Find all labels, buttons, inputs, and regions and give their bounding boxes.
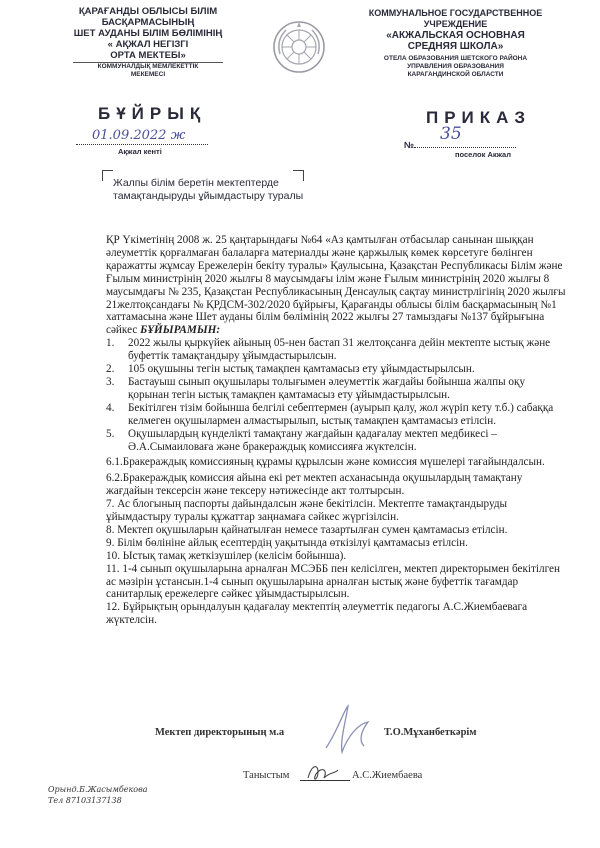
director-label: Мектеп директорының м.а [155, 727, 285, 738]
paragraph: 11. 1-4 сынып оқушыларына арналған МСЭББ пен келісілген, мектеп директорымен бекітілген ас мәзірін ұстансын.1-4 сынып оқушыларына арналған ыстық және буфеттік тағамдар санитарлық ережелерге сәйкес ұйымдастырылсын. [106, 562, 560, 601]
footer [48, 784, 148, 806]
executor: Орынд.Б.Жасымбекова [48, 785, 148, 794]
director-name: Т.О.Мұханбеткәрім [384, 727, 477, 738]
order-number-label: № [404, 140, 415, 150]
subject-corner-left [102, 170, 113, 181]
numbered-list [106, 337, 566, 453]
list-item: 3. Бастауыш сынып оқушылары толығымен әлеуметтік жағдайы бойынша жалпы оқу қорынан тегін ыстық тамақпен қамтамасыз ету ұйымдастырылсын. [106, 375, 526, 401]
acquainted-name: А.С.Жиембаева [352, 770, 423, 781]
order-body [106, 234, 566, 627]
org-line: « АҚЖАЛ НЕГІЗГІ [107, 39, 189, 50]
org-line: ҚАРАҒАНДЫ ОБЛЫСЫ БІЛІМ [78, 6, 218, 17]
director-signature [318, 700, 378, 760]
number-line [414, 147, 516, 148]
place-ru: поселок Акжал [455, 150, 511, 159]
paragraph: 8. Мектеп оқушыларын қайнатылған немесе тазартылған сумен қамтамасыз етілсін. [106, 523, 508, 536]
org-small-line: УПРАВЛЕНИЯ ОБРАЗОВАНИЯ [407, 63, 504, 70]
org-small-line: ОТЕЛА ОБРАЗОВАНИЯ ШЕТСКОГО РАЙОНА [383, 55, 528, 62]
order-subject: Жалпы білім беретін мектептерде тамақтандыруды ұйымдастыру туралы [113, 177, 304, 202]
date-line [76, 144, 208, 145]
header-left-org [48, 6, 248, 79]
list-item: 5. Оқушылардың күнделікті тамақтану жағдайын қадағалау мектеп медбикесі – Ә.А.Сымаиловаға және бракераждық комиссияға жүктелсін. [106, 427, 497, 453]
org-line: «АКЖАЛЬСКАЯ ОСНОВНАЯ [386, 30, 525, 41]
list-item: 1. 2022 жылы қыркүйек айының 05-нен бастап 31 желтоқсанға дейін мектепте ыстық және буфеттік тамақтандыру ұйымдастырылсын. [106, 337, 551, 363]
org-small-line: КОММУНАЛДЫҚ МЕМЛЕКЕТТІК [97, 63, 199, 70]
command-word: БҰЙЫРАМЫН: [140, 324, 221, 337]
org-line: ОРТА МЕКТЕБІ» [110, 50, 186, 61]
paragraph: 12. Бұйрықтың орындалуын қадағалау мектептің әлеуметтік педагогы А.С.Жиембаевага жүктелсін. [106, 601, 528, 627]
paragraph: 7. Ас блогының паспорты дайындалсын және бекітілсін. Мектепте тамақтандыруды ұйымдастыру туралы құжаттар заңнамаға сәйкес жүргізілсін. [106, 498, 508, 524]
org-line: КОММУНАЛЬНОЕ ГОСУДАРСТВЕННОЕ [368, 8, 543, 18]
org-line: ШЕТ АУДАНЫ БІЛІМ БӨЛІМІНІҢ [73, 28, 223, 39]
place-kz: Ақжал кенті [118, 147, 162, 156]
org-small-line: МЕКЕМЕСІ [130, 71, 166, 78]
header-right-org [348, 8, 563, 79]
acquainted-label: Таныстым [243, 770, 290, 781]
list-item: 2. 105 оқушыны тегін ыстық тамақпен қамтамасыз ету ұйымдастырылсын. [106, 363, 475, 376]
org-line: БАСҚАРМАСЫНЫҢ [101, 17, 195, 28]
preamble: ҚР Үкіметінің 2008 ж. 25 қаңтарындағы №64 «Аз қамтылған отбасылар санынан шыққан әлеуметтік қорғалмаған балаларға материалды және қаржылық көмек көрсетуге бөлінген қаражатты жұмсау Ережелерін бекіту туралы» Қаулысына, Қазақстан Республикасы Білім және Ғылым министрінің 2020 жылғы 8 маусымдағы ілім және Ғылым министрінің 2020 жылғы 8 маусымдағы № 235, Қазақстан Республикасының Денсаулық сақтау министрлігінің 2020 жылғы 21желтоқсандағы № ҚРДСМ-302/2020 бұйрығы, Қарағанды облысы білім басқармасының №1 хаттамасына және Шет ауданы білім бөлімінің 2022 жылғы 27 тамыздағы №137 бұйрығына сәйкес БҰЙЫРАМЫН: [106, 234, 566, 337]
state-emblem [272, 20, 326, 74]
order-title-kz: БҰЙРЫҚ [98, 104, 207, 123]
executor-phone: Тел 87103137138 [48, 796, 122, 805]
order-number: 35 [440, 124, 462, 144]
org-line: СРЕДНЯЯ ШКОЛА» [407, 41, 504, 52]
acquainted-signature [304, 760, 344, 786]
paragraph: 6.1.Бракераждық комиссияның құрамы құрылсын және комиссия мүшелері тағайындалсын. [106, 456, 545, 469]
paragraph: 10. Ыстық тамақ жеткізушілер (келісім бойынша). [106, 549, 347, 562]
order-title-ru: ПРИКАЗ [426, 108, 532, 127]
org-line: УЧРЕЖДЕНИЕ [423, 19, 488, 29]
list-item: 4. Бекітілген тізім бойынша белгілі себептермен (ауырып қалу, жол жүріп кету т.б.) сабаққа келмеген оқушылармен алмастырылып, ыстық тамақпен қамтамасыз етілсін. [106, 401, 554, 427]
org-small-line: КАРАГАНДИНСКОЙ ОБЛАСТИ [407, 71, 504, 78]
paragraph: 6.2.Бракераждық комиссия айына екі рет мектеп асханасында оқушылардың тамақтану жағдайын тексерсін және тексеру нәтижесінде акт толтырсын. [106, 472, 523, 498]
order-date: 01.09.2022 ж [92, 128, 186, 143]
paragraph: 9. Білім бөлініне айлық есептердің уақытында өткізілуі қамтамасыз етілсін. [106, 536, 468, 549]
